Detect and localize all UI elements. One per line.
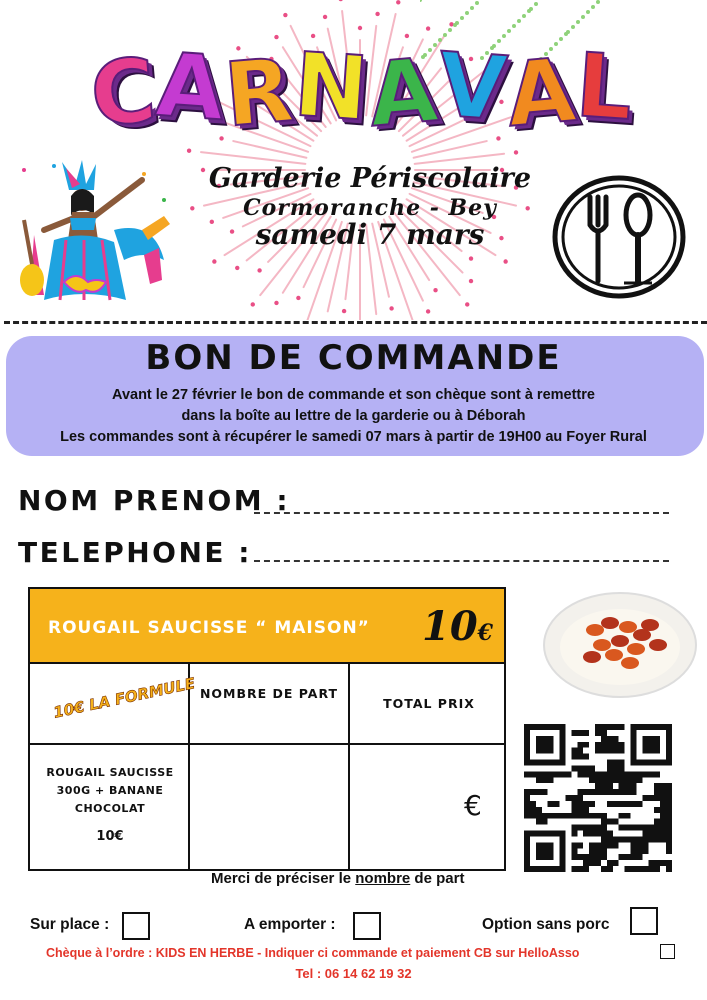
rougail-dish-image (540, 585, 700, 700)
qr-code-icon[interactable] (524, 724, 672, 872)
fork-spoon-plate-icon (552, 175, 686, 300)
onsite-checkbox[interactable] (122, 912, 150, 940)
carnaval-letter: A (502, 37, 577, 147)
phone-field-label: TELEPHONE : (18, 536, 252, 569)
dish-price-value: 10 (422, 603, 478, 650)
event-date: samedi 7 mars (255, 218, 485, 251)
order-pickup-text: Les commandes sont à récupérer le samedi 07 mars à partir de 19H00 au Foyer Rural (60, 429, 647, 445)
carnaval-letter: R (221, 37, 295, 147)
carnaval-letter: L (573, 32, 634, 140)
order-dropoff-text: dans la boîte au lettre de la garderie ou à Déborah (181, 408, 526, 424)
table-column-divider (188, 664, 190, 869)
carnaval-letter: N (291, 32, 369, 140)
name-input-line[interactable] (254, 512, 669, 514)
carnaval-title (86, 22, 634, 162)
dish-price (422, 603, 493, 650)
carnaval-letter: V (434, 32, 508, 140)
quantity-note-text-end: de part (410, 870, 465, 887)
helloasso-checkbox[interactable] (660, 944, 675, 959)
table-row-divider (30, 743, 504, 745)
payment-instructions: Chèque à l’ordre : KIDS EN HERBE - Indiquer ci commande et paiement CB sur HelloAsso (46, 946, 580, 960)
event-location: Cormoranche - Bey (243, 195, 497, 221)
order-title: BON DE COMMANDE (145, 338, 562, 378)
formula-badge: 10€ LA FORMULE (51, 674, 197, 722)
column-header-parts: NOMBRE DE PART (199, 686, 339, 701)
phone-input-line[interactable] (254, 560, 669, 562)
carnival-dancer-icon (14, 160, 174, 305)
option-no-pork-label: Option sans porc (482, 916, 610, 933)
section-divider (4, 321, 707, 324)
dish-name: ROUGAIL SAUCISSE “ MAISON” (48, 618, 370, 638)
total-currency: € (464, 789, 482, 822)
name-field-label: NOM PRENOM : (18, 484, 291, 517)
menu-order-table (28, 587, 506, 871)
takeaway-checkbox[interactable] (353, 912, 381, 940)
contact-phone: Tel : 06 14 62 19 32 (295, 966, 412, 981)
carnaval-letter: A (153, 32, 226, 140)
carnaval-letter: C (86, 38, 157, 146)
order-deadline-text: Avant le 27 février le bon de commande et son chèque sont à remettre (112, 387, 595, 403)
table-column-divider (348, 664, 350, 869)
menu-header (30, 589, 504, 664)
option-takeaway-label: A emporter : (244, 916, 336, 933)
column-header-total: TOTAL PRIX (383, 696, 475, 711)
item-description: ROUGAIL SAUCISSE 300G + BANANE CHOCOLAT (46, 766, 174, 815)
quantity-note (211, 870, 464, 887)
no-pork-checkbox[interactable] (630, 907, 658, 935)
item-price: 10€ (96, 829, 124, 844)
event-organizer: Garderie Périscolaire (208, 163, 532, 194)
quantity-note-emphasis: nombre (355, 870, 411, 887)
option-onsite-label: Sur place : (30, 916, 110, 933)
carnaval-letter: A (364, 37, 439, 147)
quantity-note-text: Merci de préciser le (211, 870, 356, 887)
dish-price-currency: € (477, 620, 493, 646)
